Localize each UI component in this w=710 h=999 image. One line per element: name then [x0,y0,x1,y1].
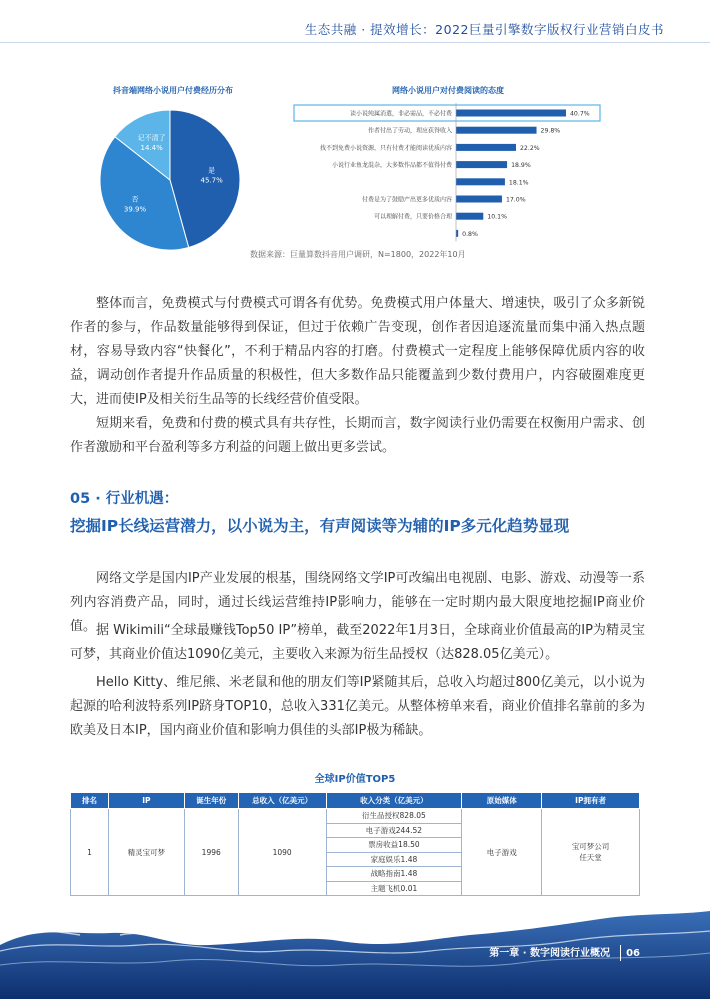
revenue-category-cell: 战略指南1.48 [326,867,462,882]
table-header-cell: 排名 [71,793,109,809]
bar-0 [456,110,566,117]
revenue-category-cell: 电子游戏244.52 [326,823,462,838]
footer-divider [620,945,621,961]
bar-chart-title: 网络小说用户对付费阅读的态度 [392,86,504,95]
table-title: 全球IP价值TOP5 [314,774,396,785]
pie-chart [100,100,240,260]
bar-1 [456,127,537,134]
header-divider [0,42,710,43]
paragraph-4: 据 Wikimili“全球最赚钱Top50 IP”榜单，截至2022年1月3日，全球商业价值最高的IP为精灵宝可梦，其商业价值达1090亿美元，主要收入来源为衍生品授权（达828.05亿美元）。 [70,623,645,662]
paragraph-5: Hello Kitty、维尼熊、米老鼠和他的朋友们等IP紧随其后，总收入均超过800亿美元，以小说为起源的哈利波特系列IP跻身TOP10，总收入331亿美元。从整体榜单来看，商业价值排名靠前的多为欧美及日本IP，国内商业价值和影响力俱佳的头部IP极为稀缺。 [70,675,645,738]
bar-value-label: 17.0% [505,196,526,204]
revenue-category-cell: 家庭娱乐1.48 [326,852,462,867]
pie-slice-value: 39.9% [123,205,147,214]
media-cell: 电子游戏 [462,809,542,896]
paragraph-3: 网络文学是国内IP产业发展的根基，围绕网络文学IP可改编出电视剧、电影、游戏、动漫等一系列内容消费产品，同时，通过长线运营维持IP影响力，能够在一定时期内最大限度地挖掘IP商业价值。 [70,571,645,634]
year-cell: 1996 [184,809,238,896]
bar-category-label: 可以理解付费，只要价格合理 [373,213,452,221]
table-header-cell: IP [108,793,184,809]
bar-value-label: 18.1% [508,179,529,187]
bar-category-label: 找不到免费小说资源，只有付费才能阅读优质内容 [319,144,452,152]
bar-7 [456,230,458,237]
bar-value-label: 10.1% [487,213,507,221]
bar-6 [456,213,483,220]
table-header-row [71,793,640,809]
page-number: 06 [626,948,640,959]
revenue-category-cell: 主题飞机0.01 [326,881,462,896]
bar-5 [456,196,502,203]
ip-cell: 精灵宝可梦 [108,809,184,896]
bar-value-label: 22.2% [520,144,540,152]
owner-line: 宝可梦公司 [571,842,610,851]
pie-slice-value: 45.7% [200,176,223,185]
pie-slice-label: 是 [208,166,216,175]
bar-value-label: 18.9% [511,162,531,170]
bar-chart [290,100,610,250]
table-row [71,809,640,824]
section-heading: 挖掘IP长线运营潜力，以小说为主，有声阅读等为辅的IP多元化趋势显现 [70,517,570,535]
pie-slice-value: 14.4% [140,144,163,153]
bar-category-label: 付费是为了鼓励产出更多优质内容 [361,196,452,204]
table-header-cell: 原始媒体 [462,793,542,809]
section-number: 05 · 行业机遇： [70,491,179,507]
table-header-cell: IP拥有者 [542,793,640,809]
header-title: 生态共融 · 提效增长：2022巨量引擎数字版权行业营销白皮书 [304,22,664,37]
revenue-category-cell: 衍生品授权828.05 [326,809,462,824]
bar-value-label: 0.8% [462,230,478,238]
pie-chart-title: 抖音端网络小说用户付费经历分布 [113,86,233,95]
bar-value-label: 29.8% [540,127,561,135]
bar-category-label: 小说行业鱼龙混杂，大多数作品都不值得付费 [331,162,452,170]
bar-2 [456,144,516,151]
bar-value-label: 40.7% [570,110,590,118]
owner-cell [542,809,640,896]
pie-slice-label: 记不清了 [137,134,166,143]
total-cell: 1090 [238,809,326,896]
bar-category-label: 读小说纯属消遣，非必需品，不必付费 [349,110,452,118]
pie-slice-label: 否 [131,195,139,204]
paragraph-2: 短期来看，免费和付费的模式具有共存性，长期而言，数字阅读行业仍需要在权衡用户需求、创作者激励和平台盈利等多方利益的问题上做出更多尝试。 [70,416,645,455]
rank-cell: 1 [71,809,109,896]
bar-category-label: 作者付出了劳动，理应获得收入 [367,127,452,135]
source-note: 数据来源：巨量算数抖音用户调研，N=1800，2022年10月 [250,250,466,259]
paragraph-1: 整体而言，免费模式与付费模式可谓各有优势。免费模式用户体量大、增速快，吸引了众多新锐作者的参与，作品数量能够得到保证，但过于依赖广告变现，创作者因追逐流量而集中涌入热点题材，容易导致内容“快餐化”，不利于精品内容的打磨。付费模式一定程度上能够保障优质内容的收益，调动创作者提升作品质量的积极性，但大多数作品只能覆盖到少数付费用户，内容破圈难度更大，进而使IP及相关衍生品等的长线经营价值受限。 [70,296,645,407]
ip-value-table [70,792,640,896]
table-header-cell: 总收入（亿美元） [238,793,326,809]
bar-3 [456,161,507,168]
owner-line: 任天堂 [579,853,602,862]
revenue-category-cell: 票房收益18.50 [326,838,462,853]
table-header-cell: 收入分类（亿美元） [326,793,462,809]
footer-chapter: 第一章 · 数字阅读行业概况 [489,948,610,959]
bar-4 [456,178,505,185]
table-header-cell: 诞生年份 [184,793,238,809]
